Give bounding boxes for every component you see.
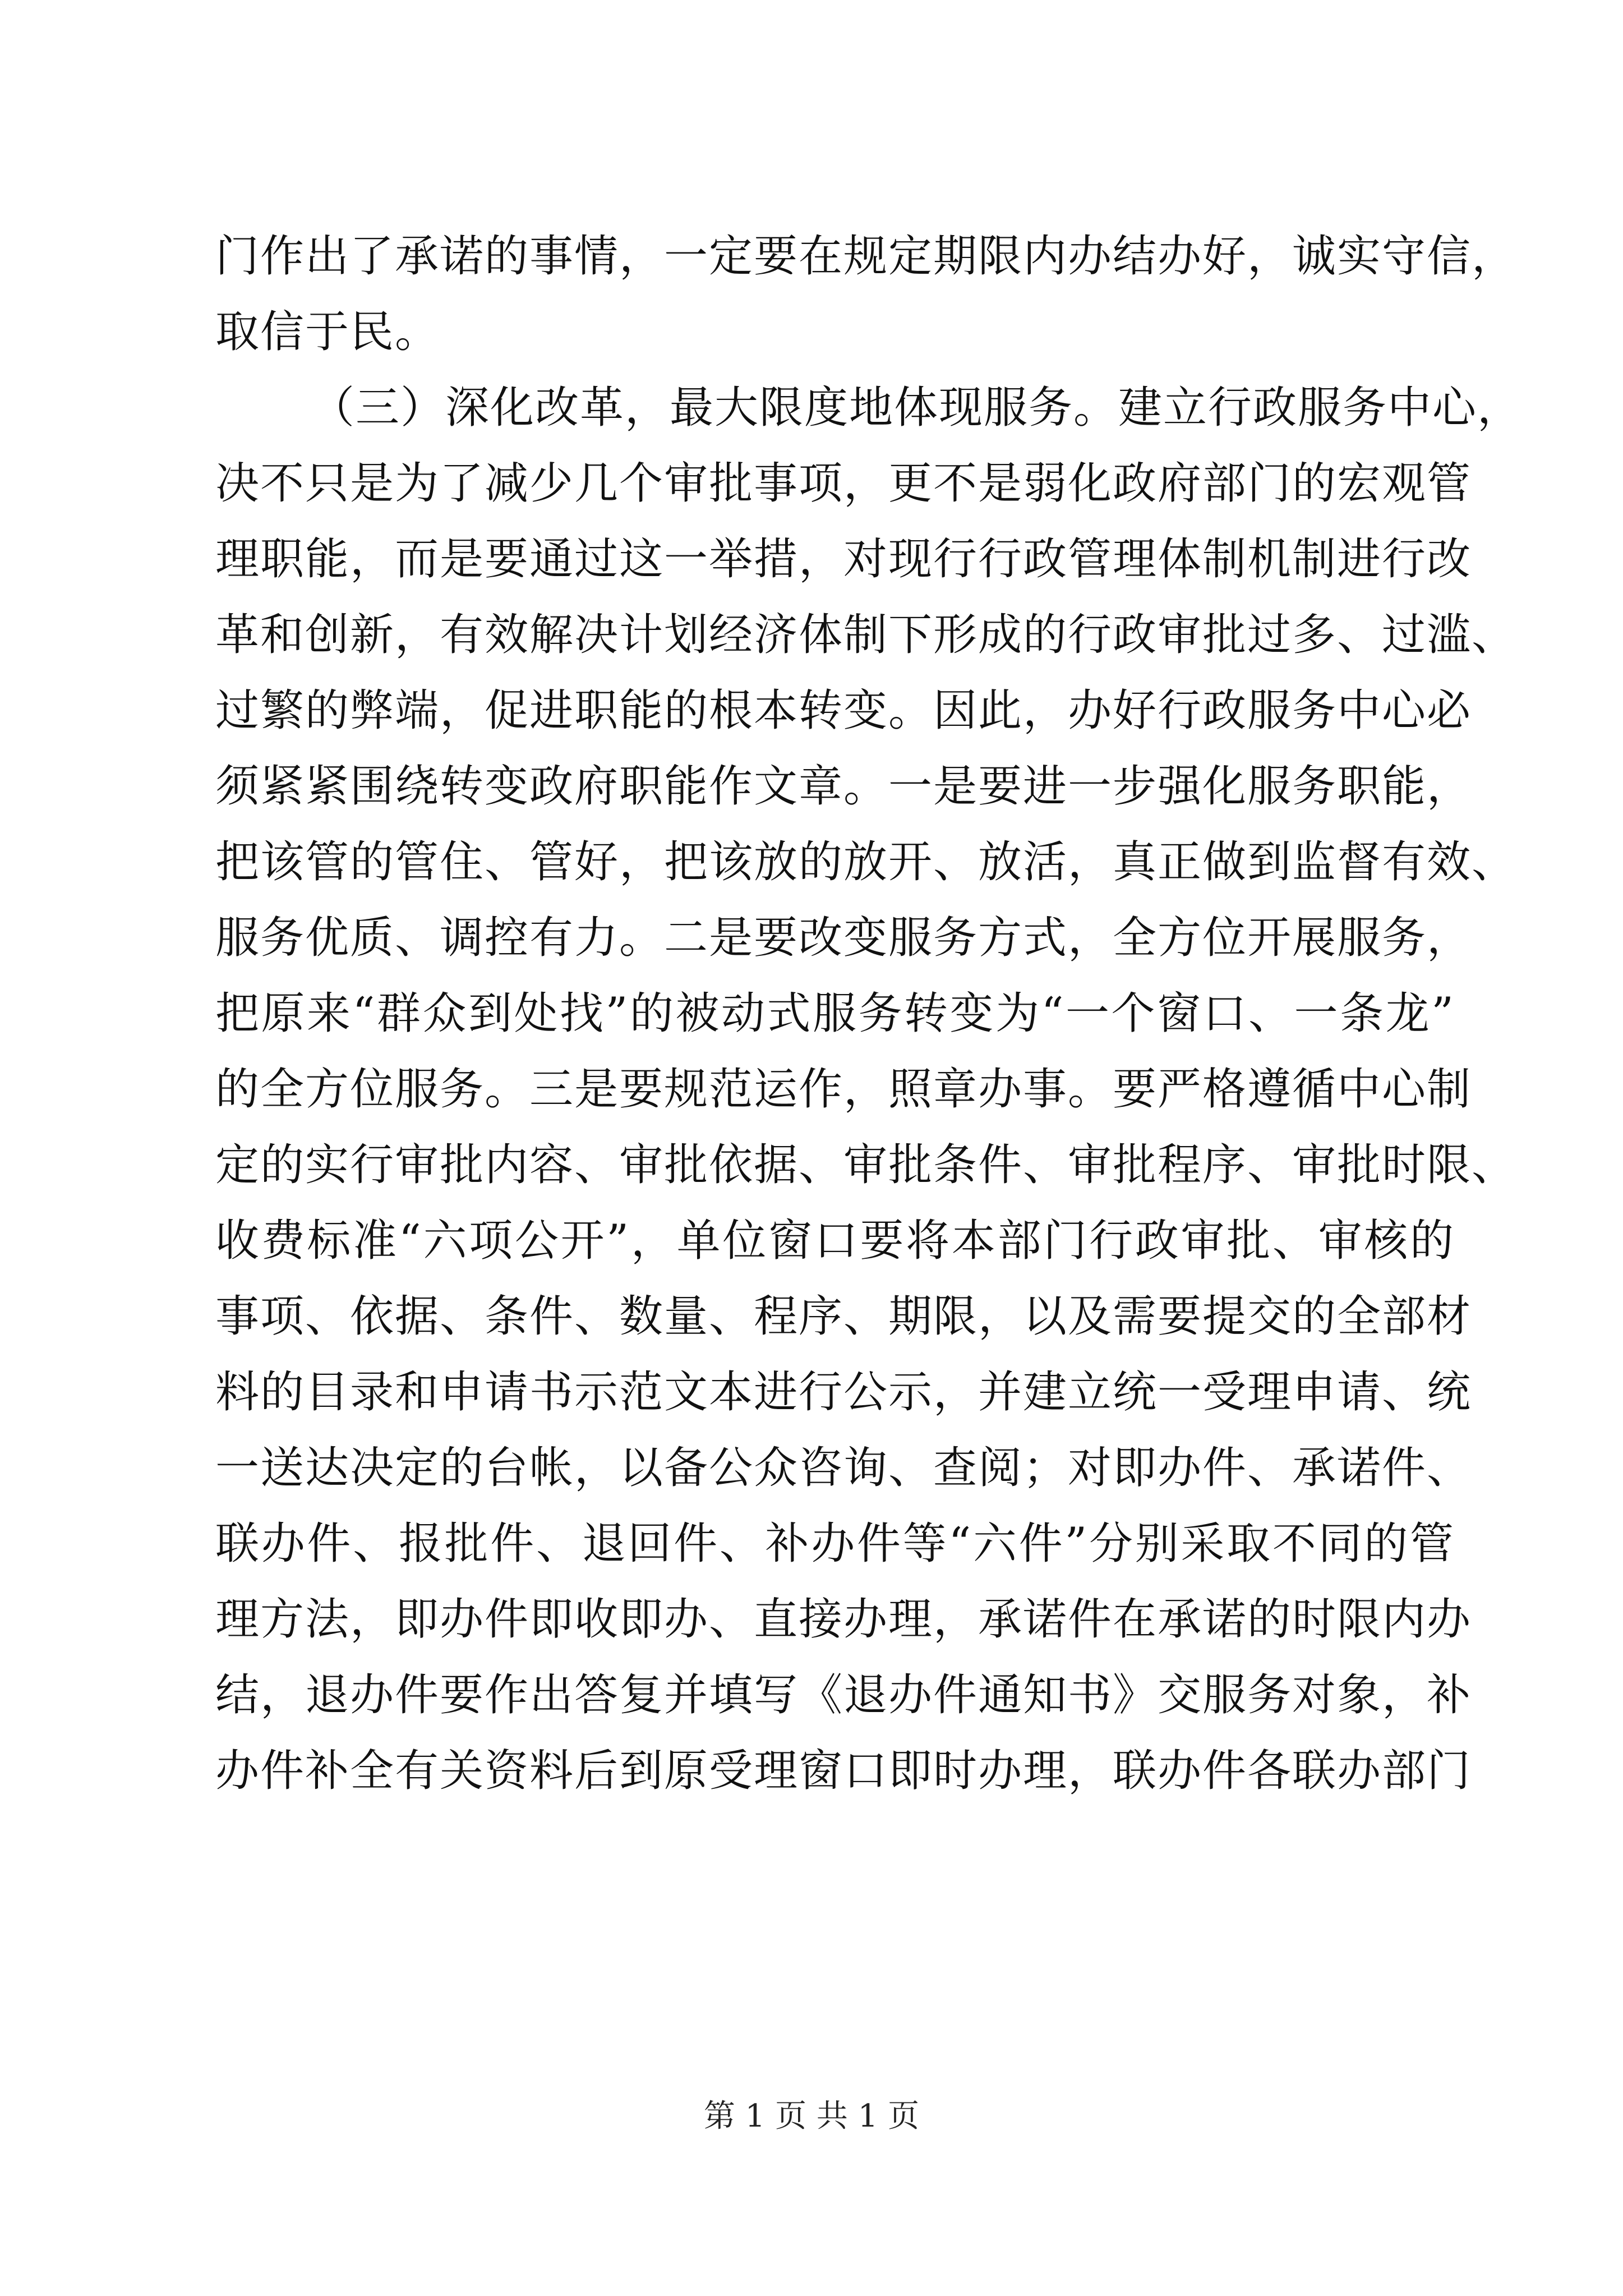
text-line: 革和创新，有效解决计划经济体制下形成的行政审批过多、过滥、 xyxy=(215,610,1517,660)
text-line: 收费标准“六项公开”，单位窗口要将本部门行政审批、审核的 xyxy=(215,1216,1455,1266)
text-line: （三）深化改革，最大限度地体现服务。建立行政服务中心， xyxy=(311,383,1523,433)
text-line: 一送达决定的台帐，以备公众咨询、查阅；对即办件、承诺件、 xyxy=(215,1443,1472,1493)
text-line: 的全方位服务。三是要规范运作，照章办事。要严格遵循中心制 xyxy=(215,1064,1472,1115)
text-line: 结，退办件要作出答复并填写《退办件通知书》交服务对象，补 xyxy=(215,1670,1472,1720)
text-line: 办件补全有关资料后到原受理窗口即时办理，联办件各联办部门 xyxy=(215,1746,1472,1796)
page-number: 第 1 页 共 1 页 xyxy=(703,2098,920,2134)
text-line: 事项、依据、条件、数量、程序、期限，以及需要提交的全部材 xyxy=(215,1291,1472,1342)
text-line: 须紧紧围绕转变政府职能作文章。一是要进一步强化服务职能， xyxy=(215,761,1472,812)
text-line: 定的实行审批内容、审批依据、审批条件、审批程序、审批时限、 xyxy=(215,1140,1517,1190)
text-line: 服务优质、调控有力。二是要改变服务方式，全方位开展服务， xyxy=(215,913,1472,963)
text-line: 决不只是为了减少几个审批事项，更不是弱化政府部门的宏观管 xyxy=(215,458,1472,509)
text-line: 把该管的管住、管好，把该放的放开、放活，真正做到监督有效、 xyxy=(215,837,1517,887)
paragraph-2 xyxy=(215,370,1523,1809)
text-line: 过繁的弊端，促进职能的根本转变。因此，办好行政服务中心必 xyxy=(215,685,1472,736)
text-line: 料的目录和申请书示范文本进行公示，并建立统一受理申请、统 xyxy=(215,1367,1472,1418)
text-line: 把原来“群众到处找”的被动式服务转变为“一个窗口、一条龙” xyxy=(215,988,1455,1039)
paragraph-1 xyxy=(215,219,1517,370)
text-line: 门作出了承诺的事情，一定要在规定期限内办结办好，诚实守信， xyxy=(215,231,1517,282)
text-line: 取信于民。 xyxy=(215,307,440,357)
text-line: 联办件、报批件、退回件、补办件等“六件”分别采取不同的管 xyxy=(215,1519,1455,1569)
document-body xyxy=(215,219,1523,1809)
text-line: 理职能，而是要通过这一举措，对现行行政管理体制机制进行改 xyxy=(215,534,1472,585)
page-footer xyxy=(0,2097,1623,2136)
text-line: 理方法，即办件即收即办、直接办理，承诺件在承诺的时限内办 xyxy=(215,1594,1472,1645)
